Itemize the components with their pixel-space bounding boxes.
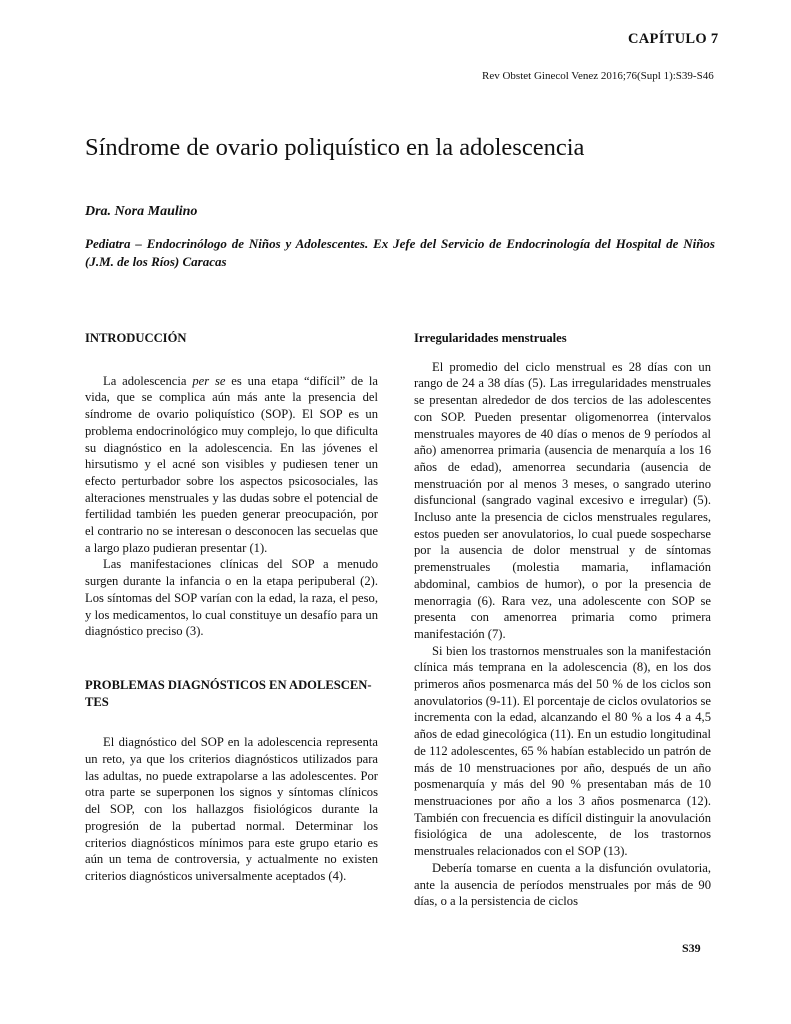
author-name: Dra. Nora Maulino — [85, 204, 198, 219]
section-heading-introduccion: INTRODUCCIÓN — [85, 331, 187, 345]
problemas-paragraph-1: El diagnóstico del SOP en la adolescencia representa un reto, ya que los criterios diagnósticos utilizados para las adultas, no puede extrapolarse a las adolescentes. Por otra parte se superponen los signos y síntomas clínicos del SOP, con los hallazgos fisiológicos durante la progresión de la pubertad normal. Determinar los criterios diagnósticos mínimos para este grupo etario es aún un tema de controversia, y actualmente no existen criterios diagnósticos universalmente aceptados (4). — [85, 735, 378, 883]
introduccion-paragraph-2: Las manifestaciones clínicas del SOP a menudo surgen durante la infancia o en la etapa peripuberal (2). Los síntomas del SOP varían con la edad, la raza, el peso, y los medicamentos, lo cual constituye un desafío para un diagnóstico preciso (3). — [85, 557, 378, 639]
latin-term: per se — [192, 373, 226, 388]
chapter-label: CAPÍTULO 7 — [628, 31, 719, 47]
author-affiliation: Pediatra – Endocrinólogo de Niños y Adolescentes. Ex Jefe del Servicio de Endocrinología del Hospital de Niños (J.M. de los Ríos) Caracas — [85, 236, 715, 269]
section-heading-irregularidades: Irregularidades menstruales — [414, 331, 567, 345]
right-column — [414, 330, 711, 910]
journal-citation: Rev Obstet Ginecol Venez 2016;76(Supl 1):S39-S46 — [482, 70, 714, 82]
irregularidades-paragraph-2: Si bien los trastornos menstruales son la manifestación clínica más temprana en la adolescencia (8), en los dos primeros años posmenarca más del 50 % de los ciclos son anovulatorios (9-11). El porcentaje de ciclos ovulatorios se incrementa con la edad, alcanzando el 80 % a los 4 a 4,5 años de edad ginecológica (11). En un estudio longitudinal de 112 adolescentes, 65 % habían establecido un patrón de más de 10 menstruaciones por año, después de un año posmenarquía y más del 90 % presentaban más de 10 menstruaciones por año a los 3 años posmenarca (12). También con frecuencia es difícil distinguir la anovulación fisiológica de una adolescente, de los trastornos menstruales relacionados con el SOP (13). — [414, 643, 711, 859]
irregularidades-paragraph-3: Debería tomarse en cuenta a la disfunción ovulatoria, ante la ausencia de períodos menstruales por más de 90 días, o a la persistencia de ciclos — [414, 860, 711, 909]
left-column — [85, 330, 378, 885]
irregularidades-paragraph-1: El promedio del ciclo menstrual es 28 días con un rango de 24 a 38 días (5). Las irregularidades menstruales se presentan alrededor de dos tercios de las adolescentes con SOP. Pueden presentar oligomenorrea (intervalos menstruales mayores de 40 días o menos de 9 períodos al año) amenorrea primaria (ausencia de menarquía a los 16 años de edad), amenorrea secundaria (ausencia de menstruación por al menos 3 meses, o sangrado uterino disfuncional (sangrado vaginal excesivo e irregular) (5). Incluso ante la presencia de ciclos menstruales regulares, estos pueden ser anovulatorios, lo cual puede sospecharse por la ausencia de dolor menstrual y de síntomas premenstruales (molestia mamaria, inflamación abdominal, cambios de humor), o por la presencia de menorragia (6). Rara vez, una adolescente con SOP se presenta con amenorrea primaria como primera manifestación (7). — [414, 359, 711, 641]
introduccion-paragraph-1: La adolescencia per se es una etapa “difícil” de la vida, que se complica aún más ante la presencia del síndrome de ovario poliquístico (SOP). El SOP es un problema endocrinológico muy complejo, lo que dificulta su diagnóstico en la adolescencia. En las jóvenes el hirsutismo y el acné son visibles y pudiesen tener un efecto perturbador sobre los aspectos psicosociales, las alteraciones menstruales y las dudas sobre el potencial de fertilidad también les pueden generar preocupación, por el contrario no se interesan o desconocen las secuelas que a largo plazo pudieran presentar (1). — [85, 373, 378, 555]
page-number: S39 — [682, 941, 701, 955]
section-heading-problemas: PROBLEMAS DIAGNÓSTICOS EN ADOLESCEN-TES — [85, 677, 372, 709]
article-title: Síndrome de ovario poliquístico en la adolescencia — [85, 134, 585, 161]
